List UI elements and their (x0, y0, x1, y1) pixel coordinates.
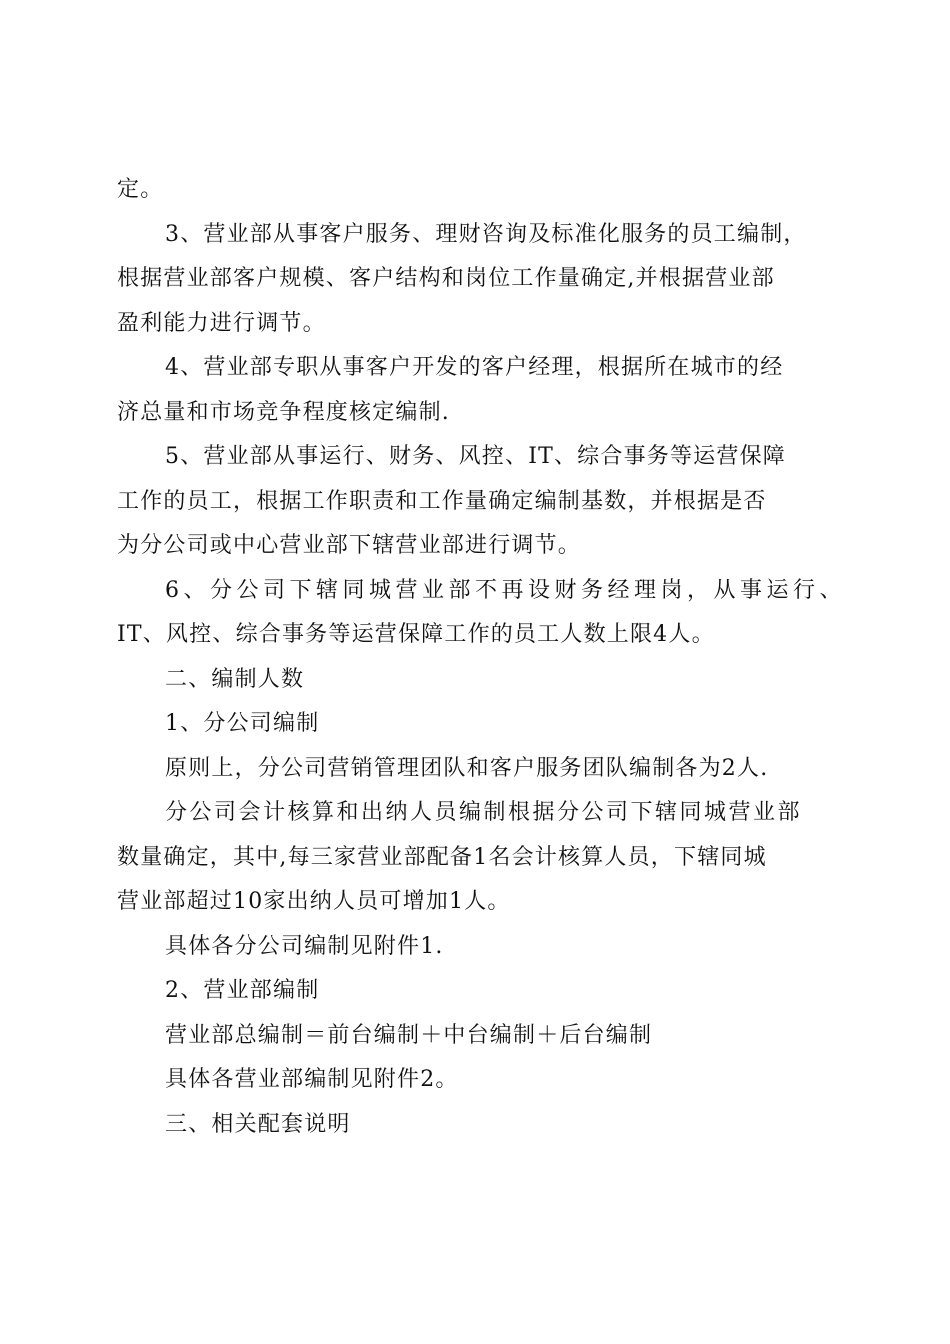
text-line: 数量确定，其中,每三家营业部配备1名会计核算人员，下辖同城 (117, 844, 767, 870)
paragraph-line: 具体各分公司编制见附件1. (165, 933, 444, 959)
paragraph-item-6: 6、分公司下辖同城营业部不再设财务经理岗，从事运行、 (165, 577, 846, 603)
subsection-heading-2: 2、营业部编制 (165, 978, 320, 1003)
paragraph-item-3: 3、营业部从事客户服务、理财咨询及标准化服务的员工编制， (165, 221, 807, 247)
section-heading-3: 三、相关配套说明 (165, 1111, 351, 1137)
formula-line: 营业部总编制＝前台编制＋中台编制＋后台编制 (165, 1022, 653, 1048)
paragraph-line: 原则上，分公司营销管理团队和客户服务团队编制各为2人. (165, 755, 769, 781)
document-body (117, 168, 862, 1147)
text-line: 营业部超过10家出纳人员可增加1人。 (117, 889, 511, 914)
text-line: 工作的员工，根据工作职责和工作量确定编制基数，并根据是否 (117, 488, 767, 514)
paragraph-line: 分公司会计核算和出纳人员编制根据分公司下辖同城营业部 (165, 800, 803, 825)
text-line: IT、风控、综合事务等运营保障工作的员工人数上限4人。 (117, 622, 715, 647)
subsection-heading-1: 1、分公司编制 (165, 711, 320, 736)
paragraph-item-4: 4、营业部专职从事客户开发的客户经理，根据所在城市的经 (165, 355, 784, 380)
text-line: 盈利能力进行调节。 (117, 310, 326, 336)
text-line: 根据营业部客户规模、客户结构和岗位工作量确定,并根据营业部 (117, 266, 775, 291)
text-line: 定。 (117, 177, 164, 202)
text-line: 济总量和市场竞争程度核定编制. (117, 399, 450, 425)
paragraph-item-5: 5、营业部从事运行、财务、风控、IT、综合事务等运营保障 (165, 444, 786, 469)
section-heading-2: 二、编制人数 (165, 666, 305, 692)
text-line: 为分公司或中心营业部下辖营业部进行调节。 (117, 533, 582, 558)
paragraph-line: 具体各营业部编制见附件2。 (165, 1067, 459, 1092)
